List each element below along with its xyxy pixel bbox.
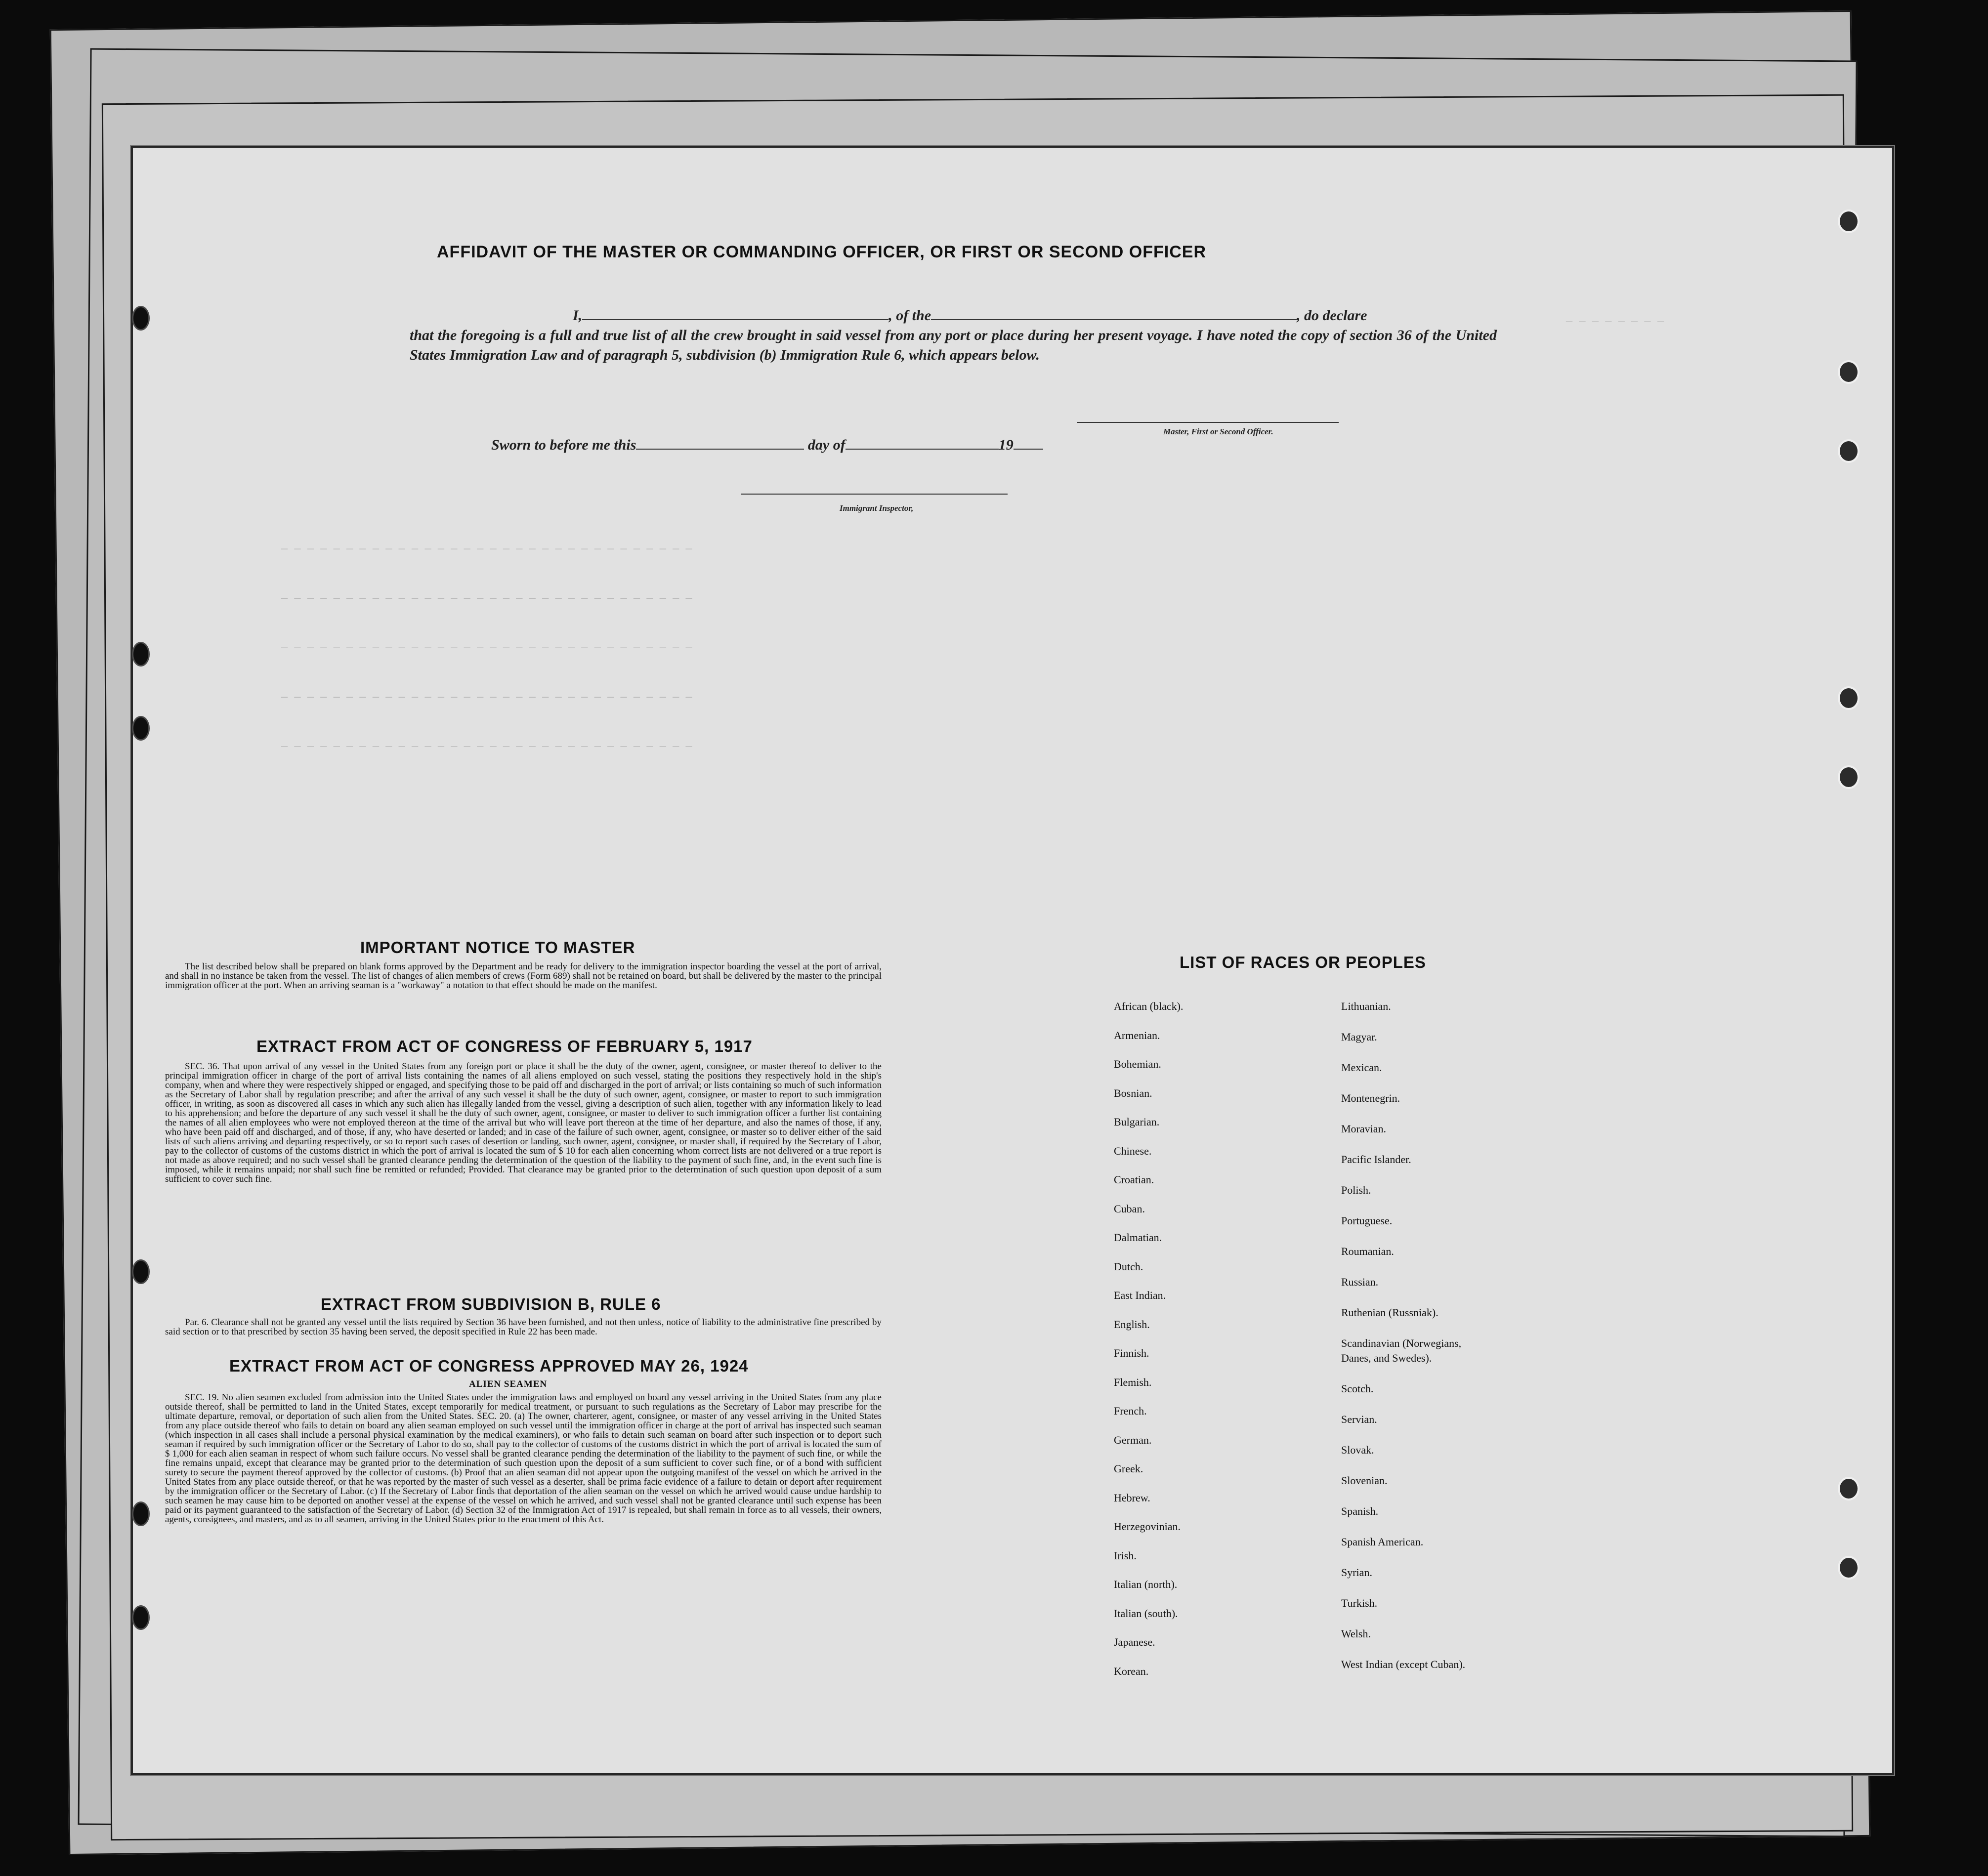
extract-1924-body: SEC. 19. No alien seamen excluded from admission into the United States under the immigration laws and employed on board any vessel arriving in the United States from any place outside thereof, shall be permitted to land in the United States, except temporarily for medical treatment, or pursuant to such regulations as the Secretary of Labor may prescribe for the ultimate departure, removal, or deportation of such alien from the United States. SEC. 20. (a) The owner, charterer, agent, consignee, or master of any vessel arriving in the United States from any place outside thereof who fails to detain on board any alien seaman employed on such vessel until the immigration officer in charge at the port of arrival has inspected such seaman (which inspection in all cases shall include a personal physical examination by the medical examiners), or who fails to detain such seaman on board after such inspection or to deport such seaman if required by such immigration officer or the Secretary of Labor to do so, shall pay to the collector of customs of the customs district in which the port of arrival is located the sum of $ 1,000 for each alien seaman in respect of whom such failure occurs. No vessel shall be granted clearance pending the determination of the liability to the payment of such fine, or while the fine remains unpaid, except that clearance may be granted prior to the determination of such question upon the deposit of a sum sufficient to cover such fine, or of a bond with sufficient surety to secure the payment thereof approved by the collector of customs. (b) Proof that an alien seaman did not appear upon the outgoing manifest of the vessel on which he arrived in the United States from any place outside thereof, or that he was reported by the master of such vessel as a deserter, shall be prima facie evidence of a failure to detain or deport after requirement by the immigration officer or the Secretary of Labor. (c) If the Secretary of Labor finds that deportation of the alien seaman on the vessel on which he arrived would cause undue hardship to such seamen he may cause him to be deported on another vessel at the expense of the vessel on which he arrived, and such vessel shall not be granted clearance until such expense has been paid or its payment guaranteed to the satisfaction of the Secretary of Labor. (d) Section 32 of the Immigration Act of 1917 is repealed, but shall remain in force as to all vessels, their owners, agents, consignees, and masters, and as to all seamen, arriving in the United States prior to the enactment of this Act. xyxy=(165,1392,882,1525)
race-item: Roumanian. xyxy=(1341,1245,1394,1257)
bleed-through-mark: — — — — — — — — — — — — — — — — — — — — — — — — — — — — — — — — xyxy=(281,592,692,605)
race-item: Italian (south). xyxy=(1114,1607,1178,1620)
races-title: LIST OF RACES OR PEOPLES xyxy=(1180,953,1426,971)
race-item: Welsh. xyxy=(1341,1627,1371,1640)
rule-6-body: Par. 6. Clearance shall not be granted any vessel until the lists required by Section 36 have been furnished, and not then unless, notice of liability to the administrative fine prescribed by said section or to that prescribed by section 35 having been served, the deposit specified in Rule 22 has been made. xyxy=(165,1317,882,1337)
binder-hole-icon xyxy=(1838,686,1860,710)
inspector-signature-line[interactable] xyxy=(741,494,1008,495)
year-prefix: 19 xyxy=(998,437,1014,453)
race-item: Greek. xyxy=(1114,1462,1143,1475)
extract-1924-subtitle: ALIEN SEAMEN xyxy=(469,1379,548,1389)
sworn-year-field[interactable] xyxy=(1014,449,1043,450)
race-item: Magyar. xyxy=(1341,1031,1377,1043)
affidavit-i: I, xyxy=(573,307,583,324)
race-item: Lithuanian. xyxy=(1341,1000,1391,1012)
race-item: Cuban. xyxy=(1114,1202,1145,1215)
binder-hole-icon xyxy=(1838,439,1860,463)
race-item: Montenegrin. xyxy=(1341,1092,1400,1104)
race-item: Chinese. xyxy=(1114,1144,1152,1157)
signature-caption: Master, First or Second Officer. xyxy=(1163,427,1273,436)
race-item: Ruthenian (Russniak). xyxy=(1341,1306,1438,1319)
race-item: Hebrew. xyxy=(1114,1491,1150,1504)
race-item: Portuguese. xyxy=(1341,1214,1393,1227)
rule-6-title: EXTRACT FROM SUBDIVISION B, RULE 6 xyxy=(321,1295,661,1313)
race-item: Dalmatian. xyxy=(1114,1231,1162,1244)
binder-hole-icon xyxy=(1838,209,1860,233)
race-item: Finnish. xyxy=(1114,1347,1149,1359)
race-item: Danes, and Swedes). xyxy=(1341,1352,1432,1364)
extract-1917-body: SEC. 36. That upon arrival of any vessel in the United States from any foreign port or place it shall be the duty of the owner, agent, consignee, or master thereof to deliver to the principal immigration officer in charge of the port of arrival lists containing the names of all aliens employed on such vessel, stating the positions they respectively hold in the ship's company, when and where they were respectively shipped or engaged, and specifying those to be paid off and discharged in the port of arrival; or lists containing so much of such information as the Secretary of Labor shall by regulation prescribe; and after the arrival of any such vessel it shall be the duty of such owner, agent, consignee, or master to report to such immigration officer, in writing, as soon as discovered all cases in which any such alien has illegally landed from the vessel, giving a description of such alien, together with any information likely to lead to his apprehension; and before the departure of any such vessel it shall be the duty of such owner, agent, consignee, or master to deliver to such immigration officer a further list containing the names of all alien employees who were not employed thereon at the time of the arrival but who will leave port thereon at the time of her departure, and also the names of those, if any, who have been paid off and discharged, and of those, if any, who have deserted or landed; and in case of the failure of such owner, agent, consignee, or master so to deliver either of the said lists of such aliens arriving and departing respectively, or so to report such cases of desertion or landing, such owner, agent, consignee, or master shall, if required by the Secretary of Labor, pay to the collector of customs of the customs district in which the port of arrival is located the sum of $ 10 for each alien concerning whom correct lists are not delivered or a true report is not made as above required; and no such vessel shall be granted clearance pending the determination of the question of the liability to the payment of such fine, and, in the event such fine is imposed, while it remains unpaid; nor shall such fine be remitted or refunded; Provided. That clearance may be granted prior to the determination of such question upon deposit of a sum sufficient to cover such fine. xyxy=(165,1061,882,1184)
binder-hole-icon xyxy=(132,1259,150,1284)
binder-hole-icon xyxy=(1838,1477,1860,1501)
day-of-text: day of xyxy=(807,437,846,453)
race-item: Slovak. xyxy=(1341,1444,1374,1456)
inspector-caption: Immigrant Inspector, xyxy=(840,503,914,513)
race-item: West Indian (except Cuban). xyxy=(1341,1658,1466,1670)
signature-line[interactable] xyxy=(1077,422,1339,423)
affidavit-declare: , do declare xyxy=(1297,307,1367,324)
race-item: Bulgarian. xyxy=(1114,1116,1160,1128)
race-item: Japanese. xyxy=(1114,1636,1155,1648)
bleed-through-mark: — — — — — — — — xyxy=(1566,316,1664,328)
affidavit-title: AFFIDAVIT OF THE MASTER OR COMMANDING OFFICER, OR FIRST OR SECOND OFFICER xyxy=(437,243,1206,261)
master-name-field[interactable] xyxy=(582,319,888,320)
extract-1917-title: EXTRACT FROM ACT OF CONGRESS OF FEBRUARY 5, 1917 xyxy=(256,1037,753,1055)
race-item: Russian. xyxy=(1341,1276,1379,1288)
race-item: East Indian. xyxy=(1114,1289,1166,1301)
binder-hole-icon xyxy=(1838,765,1860,789)
race-item: English. xyxy=(1114,1318,1150,1331)
race-item: African (black). xyxy=(1114,1000,1184,1012)
sworn-line xyxy=(491,435,1232,455)
notice-body: The list described below shall be prepared on blank forms approved by the Department and be ready for delivery to the immigration inspector boarding the vessel at the port of arrival, and shall in no instance be taken from the vessel. The list of changes of alien members of crews (Form 689) shall not be retained on board, but shall be delivered by the master to the principal immigration officer at the port. When an arriving seaman is a "workaway" a notation to that effect should be made on the manifest. xyxy=(165,961,882,991)
notice-title: IMPORTANT NOTICE TO MASTER xyxy=(360,938,635,957)
race-item: Dutch. xyxy=(1114,1260,1143,1273)
race-item: Syrian. xyxy=(1341,1566,1372,1579)
vessel-name-field[interactable] xyxy=(931,319,1297,320)
race-item: Pacific Islander. xyxy=(1341,1153,1411,1166)
sworn-text: Sworn to before me this xyxy=(491,437,636,453)
race-item: Irish. xyxy=(1114,1549,1137,1562)
bleed-through-mark: — — — — — — — — — — — — — — — — — — — — — — — — — — — — — — — — xyxy=(281,741,692,753)
race-item: Polish. xyxy=(1341,1184,1371,1196)
race-item: Spanish. xyxy=(1341,1505,1379,1517)
binder-hole-icon xyxy=(1838,1556,1860,1580)
race-item: Mexican. xyxy=(1341,1061,1382,1074)
race-item: Herzegovinian. xyxy=(1114,1520,1181,1533)
race-item: Bohemian. xyxy=(1114,1058,1161,1070)
bleed-through-mark: — — — — — — — — — — — — — — — — — — — — — — — — — — — — — — — — xyxy=(281,691,692,704)
race-item: Turkish. xyxy=(1341,1597,1378,1609)
race-item: Scotch. xyxy=(1341,1382,1374,1395)
binder-hole-icon xyxy=(132,1605,150,1630)
affidavit-of-the: , of the xyxy=(888,307,931,324)
extract-1924-title: EXTRACT FROM ACT OF CONGRESS APPROVED MAY 26, 1924 xyxy=(229,1357,749,1375)
race-item: Moravian. xyxy=(1341,1123,1387,1135)
bleed-through-mark: — — — — — — — — — — — — — — — — — — — — — — — — — — — — — — — — xyxy=(281,543,692,555)
race-item: Croatian. xyxy=(1114,1173,1154,1186)
manifest-page xyxy=(131,146,1894,1775)
race-item: Slovenian. xyxy=(1341,1474,1388,1487)
binder-hole-icon xyxy=(132,716,150,741)
binder-hole-icon xyxy=(1838,360,1860,384)
race-item: Scandinavian (Norwegians, xyxy=(1341,1337,1462,1349)
affidavit-body: that the foregoing is a full and true list of all the crew brought in said vessel from any port or place during her present voyage. I have noted the copy of section 36 of the United States Immigration Law and of paragraph 5, subdivision (b) Immigration Rule 6, which appears below. xyxy=(410,327,1497,363)
sworn-month-field[interactable] xyxy=(846,449,999,450)
binder-hole-icon xyxy=(132,306,150,331)
race-item: German. xyxy=(1114,1433,1152,1446)
race-item: French. xyxy=(1114,1405,1147,1417)
race-item: Armenian. xyxy=(1114,1029,1160,1042)
race-item: Italian (north). xyxy=(1114,1578,1178,1590)
race-item: Bosnian. xyxy=(1114,1086,1152,1099)
sworn-day-field[interactable] xyxy=(636,449,804,450)
binder-hole-icon xyxy=(132,642,150,667)
binder-hole-icon xyxy=(132,1501,150,1526)
race-item: Spanish American. xyxy=(1341,1536,1424,1548)
bleed-through-mark: — — — — — — — — — — — — — — — — — — — — — — — — — — — — — — — — xyxy=(281,642,692,654)
race-item: Korean. xyxy=(1114,1665,1149,1677)
race-item: Servian. xyxy=(1341,1413,1377,1425)
race-item: Flemish. xyxy=(1114,1376,1152,1388)
affidavit-declaration-line xyxy=(410,306,1497,326)
